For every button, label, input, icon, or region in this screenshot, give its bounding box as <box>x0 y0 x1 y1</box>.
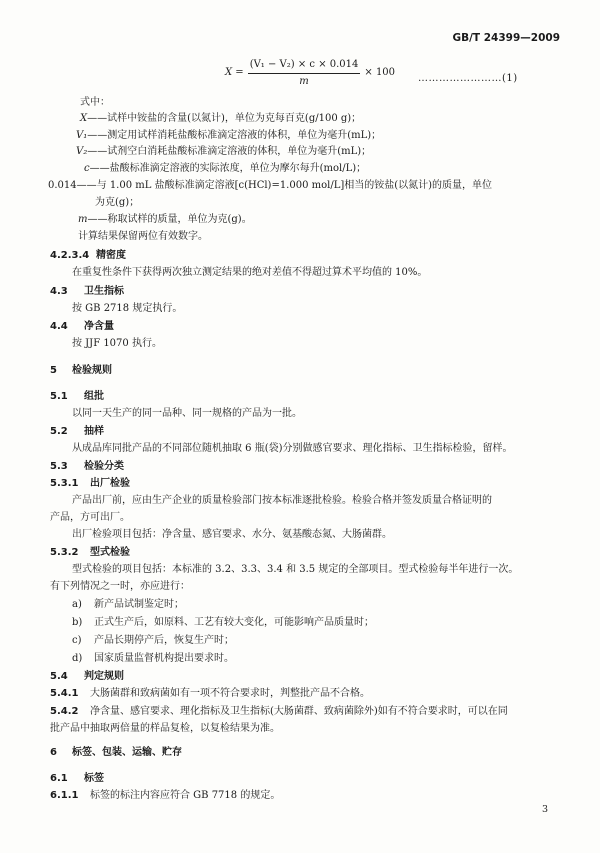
section-text <box>50 687 370 701</box>
var-line <box>78 213 252 227</box>
section-number: 5.4 <box>50 671 68 682</box>
section-text: 批产品中抽取两倍量的样品复检，以复检结果为准。 <box>50 723 280 734</box>
section-number: 6.1 <box>50 773 68 784</box>
formula-numerator: (V₁ − V₂) × c × 0.014 <box>248 58 361 74</box>
section-title: 抽样 <box>84 426 104 437</box>
section-heading <box>50 460 124 474</box>
page-number: 3 <box>541 804 548 816</box>
section-text: 有下列情况之一时，亦应进行： <box>50 581 190 592</box>
list-item <box>72 598 184 612</box>
section-text: 以同一天生产的同一品种、同一规格的产品为一批。 <box>72 408 302 419</box>
list-marker: a) <box>72 599 82 610</box>
list-text: 国家质量监督机构提出要求时。 <box>94 653 234 664</box>
section-heading <box>50 425 104 439</box>
section-body: 净含量、感官要求、理化指标及卫生指标(大肠菌群、致病菌除外)如有不符合要求时，可以在同 <box>90 706 508 717</box>
section-number: 5 <box>50 365 57 376</box>
section-heading <box>50 670 124 684</box>
formula <box>225 58 395 88</box>
var-symbol: c <box>84 163 90 174</box>
standard-code: GB/T 24399—2009 <box>452 32 560 44</box>
formula-fraction <box>248 58 361 88</box>
section-heading <box>50 772 104 786</box>
section-text: 在重复性条件下获得两次独立测定结果的绝对差值不得超过算术平均值的 10%。 <box>72 267 428 278</box>
section-heading <box>50 320 114 334</box>
section-text: 按 JJF 1070 执行。 <box>72 338 162 349</box>
section-heading <box>50 249 126 263</box>
section-number: 5.3.2 <box>50 547 79 558</box>
var-desc: ——试样中铵盐的含量(以氮计)，单位为克每百克(g/100 g)； <box>87 113 362 124</box>
section-heading <box>50 477 130 491</box>
chapter-heading <box>50 364 112 378</box>
section-number: 4.4 <box>50 321 68 332</box>
var-symbol: V₂ <box>76 146 88 157</box>
section-number: 5.4.2 <box>50 706 79 717</box>
section-title: 精密度 <box>96 250 126 261</box>
var-line <box>76 129 381 143</box>
section-title: 组批 <box>84 391 104 402</box>
var-desc: ——测定用试样消耗盐酸标准滴定溶液的体积，单位为毫升(mL)； <box>87 130 382 141</box>
section-text: 按 GB 2718 规定执行。 <box>72 303 183 314</box>
section-number: 5.3 <box>50 461 68 472</box>
list-marker: c) <box>72 635 82 646</box>
list-text: 正式生产后，如原料、工艺有较大变化，可能影响产品质量时； <box>94 617 374 628</box>
section-title: 卫生指标 <box>84 286 124 297</box>
section-text <box>50 789 280 803</box>
list-item <box>72 634 234 648</box>
var-desc: ——与 1.00 mL 盐酸标准滴定溶液[c(HCl)=1.000 mol/L]相当的铵盐(以氮计)的质量，单位 <box>76 180 493 191</box>
list-item <box>72 652 234 666</box>
section-number: 5.4.1 <box>50 688 79 699</box>
section-heading <box>50 390 104 404</box>
section-title: 标签 <box>84 773 104 784</box>
var-line <box>84 162 366 176</box>
var-symbol: X <box>80 113 88 124</box>
var-line <box>80 112 361 126</box>
section-text: 产品，方可出厂。 <box>50 512 130 523</box>
section-number: 4.2.3.4 <box>50 250 90 261</box>
var-symbol: m <box>78 214 88 225</box>
section-number: 4.3 <box>50 286 68 297</box>
section-text: 出厂检验项目包括：净含量、感官要求、水分、氨基酸态氮、大肠菌群。 <box>72 529 392 540</box>
section-heading <box>50 285 124 299</box>
var-symbol: V₁ <box>76 130 88 141</box>
section-number: 5.2 <box>50 426 68 437</box>
var-line <box>76 145 371 159</box>
section-number: 6 <box>50 747 57 758</box>
list-marker: d) <box>72 653 83 664</box>
formula-denominator: m <box>299 75 309 87</box>
formula-tail: × 100 <box>364 67 396 79</box>
section-title: 型式检验 <box>90 547 130 558</box>
section-title: 净含量 <box>84 321 114 332</box>
list-text: 新产品试制鉴定时； <box>94 599 184 610</box>
section-title: 判定规则 <box>84 671 124 682</box>
section-text: 产品出厂前，应由生产企业的质量检验部门按本标准逐批检验。检验合格并签发质量合格证明的 <box>72 495 492 506</box>
var-desc: ——称取试样的质量，单位为克(g)。 <box>87 214 252 225</box>
section-title: 标签、包装、运输、贮存 <box>72 747 182 758</box>
var-symbol: 0.014 <box>48 180 77 191</box>
section-title: 检验分类 <box>84 461 124 472</box>
formula-lhs: X = <box>225 67 244 79</box>
formula-number: ……………………(1) <box>418 73 518 84</box>
section-body: 标签的标注内容应符合 GB 7718 的规定。 <box>90 790 281 801</box>
section-body: 大肠菌群和致病菌如有一项不符合要求时，判整批产品不合格。 <box>90 688 370 699</box>
section-text: 型式检验的项目包括：本标准的 3.2、3.3、3.4 和 3.5 规定的全部项目。型式检验每半年进行一次。 <box>72 564 519 575</box>
section-heading <box>50 546 130 560</box>
result-note: 计算结果保留两位有效数字。 <box>78 231 208 242</box>
var-desc: ——盐酸标准滴定溶液的实际浓度，单位为摩尔每升(mol/L)； <box>89 163 367 174</box>
section-title: 出厂检验 <box>90 478 130 489</box>
section-number: 5.1 <box>50 391 68 402</box>
section-text <box>50 705 508 719</box>
var-line <box>48 179 492 193</box>
list-item <box>72 616 374 630</box>
section-number: 6.1.1 <box>50 790 79 801</box>
var-desc: 为克(g)； <box>95 197 140 208</box>
section-text: 从成品库同批产品的不同部位随机抽取 6 瓶(袋)分别做感官要求、理化指标、卫生指标检验，留样。 <box>72 443 513 454</box>
list-marker: b) <box>72 617 83 628</box>
var-line <box>95 196 139 210</box>
list-text: 产品长期停产后，恢复生产时； <box>94 635 234 646</box>
section-number: 5.3.1 <box>50 478 79 489</box>
where-title: 式中： <box>80 97 110 108</box>
section-title: 检验规则 <box>72 365 112 376</box>
chapter-heading <box>50 746 182 760</box>
var-desc: ——试剂空白消耗盐酸标准滴定溶液的体积，单位为毫升(mL)； <box>87 146 372 157</box>
